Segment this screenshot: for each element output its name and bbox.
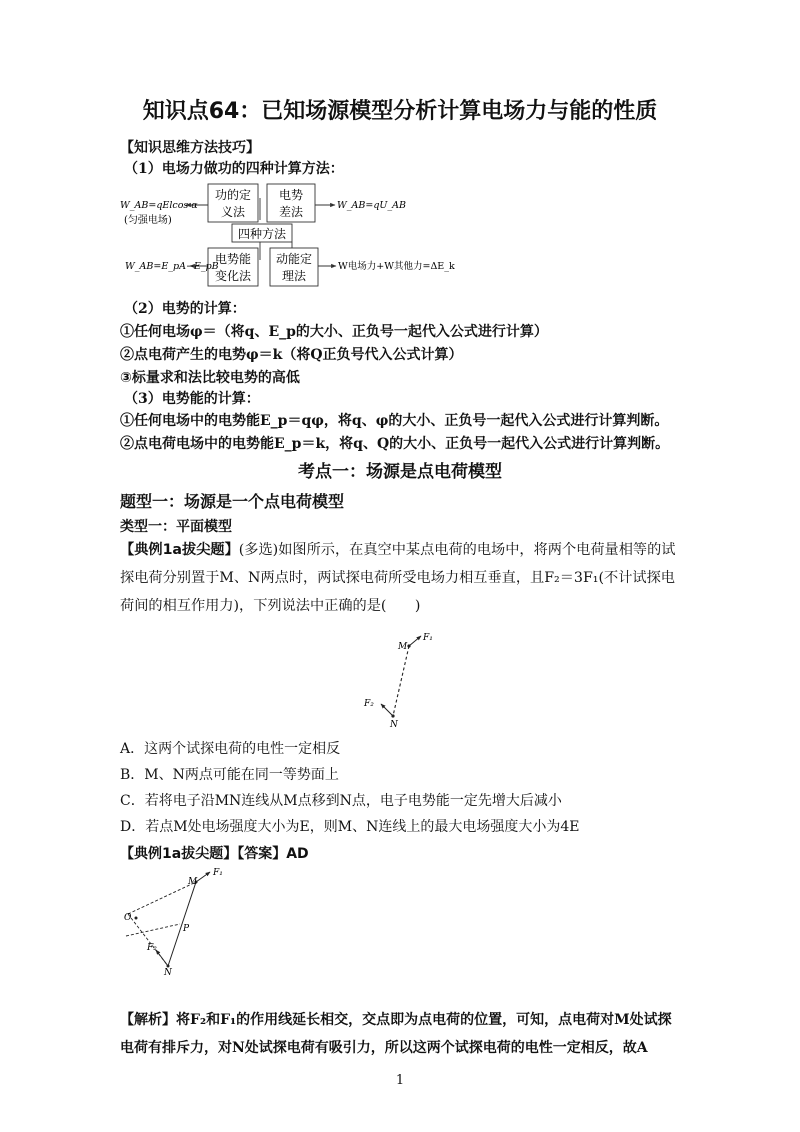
box-energy-change-line1: 电势能 <box>214 252 252 266</box>
mn-line <box>168 882 196 966</box>
point-n <box>391 714 394 717</box>
box-energy-change-line2: 变化法 <box>214 269 252 283</box>
potential-energy-item1: ①任何电场中的电势能E_p＝qφ，将q、φ的大小、正负号一起代入公式进行计算判断。 <box>120 413 669 429</box>
box-definition-line2: 义法 <box>220 205 246 219</box>
formula-definition-note: (匀强电场) <box>124 215 172 226</box>
analysis-body: 将F₂和F₁的作用线延长相交，交点即为点电荷的位置，可知，点电荷对M处试探电荷有排斥力，对N处试探电荷有吸引力，所以这两个试探电荷的电性一定相反，故A <box>120 1012 672 1056</box>
question-figure <box>358 628 448 730</box>
answer-f2-vector <box>156 950 168 966</box>
answer-label-m: M <box>188 877 198 887</box>
box-four-methods-label: 四种方法 <box>237 227 287 241</box>
question-text <box>120 536 680 620</box>
option-b: B．M、N两点可能在同一等势面上 <box>120 767 339 783</box>
box-potential-difference-line2: 差法 <box>278 205 304 219</box>
point-m <box>407 644 410 647</box>
option-d: D．若点M处电场强度大小为E，则M、N连线上的最大电场强度大小为4E <box>120 819 580 835</box>
analysis-text <box>120 1006 680 1062</box>
option-c: C．若将电子沿MN连线从M点移到N点，电子电势能一定先增大后减小 <box>120 793 562 809</box>
potential-item2: ②点电荷产生的电势φ＝k（将Q正负号代入公式计算） <box>120 347 463 363</box>
formula-energy-change: W_AB=E_pA−E_pB <box>125 261 219 272</box>
label-n: N <box>390 720 398 730</box>
potential-energy-item2: ②点电荷电场中的电势能E_p＝k，将q、Q的大小、正负号一起代入公式进行计算判断。 <box>120 436 670 452</box>
section-heading: 考点一：场源是点电荷模型 <box>298 462 502 482</box>
question-body: (多选)如图所示，在真空中某点电荷的电场中，将两个电荷量相等的试探电荷分别置于M、N两点时，两试探电荷所受电场力相互垂直，且F₂＝3F₁(不计试探电荷间的相互作用力)，下列说法中正确的是( ) <box>120 542 676 614</box>
formula-kinetic-theorem: W电场力+W其他力=ΔE_k <box>338 261 455 272</box>
question-type-heading: 题型一：场源是一个点电荷模型 <box>120 492 345 511</box>
answer-label: 【典例1a拔尖题】【答案】AD <box>120 846 309 862</box>
work-methods-heading: （1）电场力做功的四种计算方法： <box>124 161 344 177</box>
potential-item1: ①任何电场φ＝（将q、E_p的大小、正负号一起代入公式进行计算） <box>120 324 548 340</box>
page-title: 知识点64：已知场源模型分析计算电场力与能的性质 <box>142 99 658 124</box>
op-dashed-line <box>126 924 180 936</box>
formula-potential-difference: W_AB=qU_AB <box>337 200 406 211</box>
f1-vector <box>409 636 421 646</box>
answer-label-f1: F₁ <box>213 868 223 878</box>
label-m: M <box>398 642 408 652</box>
potential-energy-heading: （3）电势能的计算： <box>124 391 260 407</box>
box-potential-difference-line1: 电势 <box>278 188 304 202</box>
mn-dashed-line <box>393 646 409 716</box>
question-label: 【典例1a拔尖题】 <box>120 542 239 558</box>
potential-item3: ③标量求和法比较电势的高低 <box>120 370 300 386</box>
label-f1: F₁ <box>423 633 433 643</box>
answer-label-p: P <box>183 924 190 934</box>
om-dashed-line <box>128 882 196 914</box>
four-methods-diagram <box>120 178 520 290</box>
answer-label-f2: F₂ <box>147 943 157 953</box>
answer-figure <box>118 864 230 976</box>
f2-vector <box>381 704 393 716</box>
sub-type-heading: 类型一：平面模型 <box>120 519 232 535</box>
label-f2: F₂ <box>364 699 374 709</box>
box-definition-line1: 功的定 <box>214 188 252 202</box>
answer-label-n: N <box>164 968 172 976</box>
page-number: 1 <box>395 1073 405 1088</box>
box-kinetic-theorem-line2: 理法 <box>281 269 307 283</box>
answer-label-o: O <box>124 913 132 923</box>
analysis-label: 【解析】 <box>120 1012 176 1028</box>
option-a: A．这两个试探电荷的电性一定相反 <box>120 741 341 757</box>
box-kinetic-theorem-line1: 动能定 <box>275 252 313 266</box>
potential-heading: （2）电势的计算： <box>124 301 246 317</box>
formula-definition: W_AB=qElcos α <box>120 200 198 211</box>
answer-point-o <box>135 917 138 920</box>
method-heading: 【知识思维方法技巧】 <box>120 140 260 156</box>
answer-f1-vector <box>196 872 210 882</box>
